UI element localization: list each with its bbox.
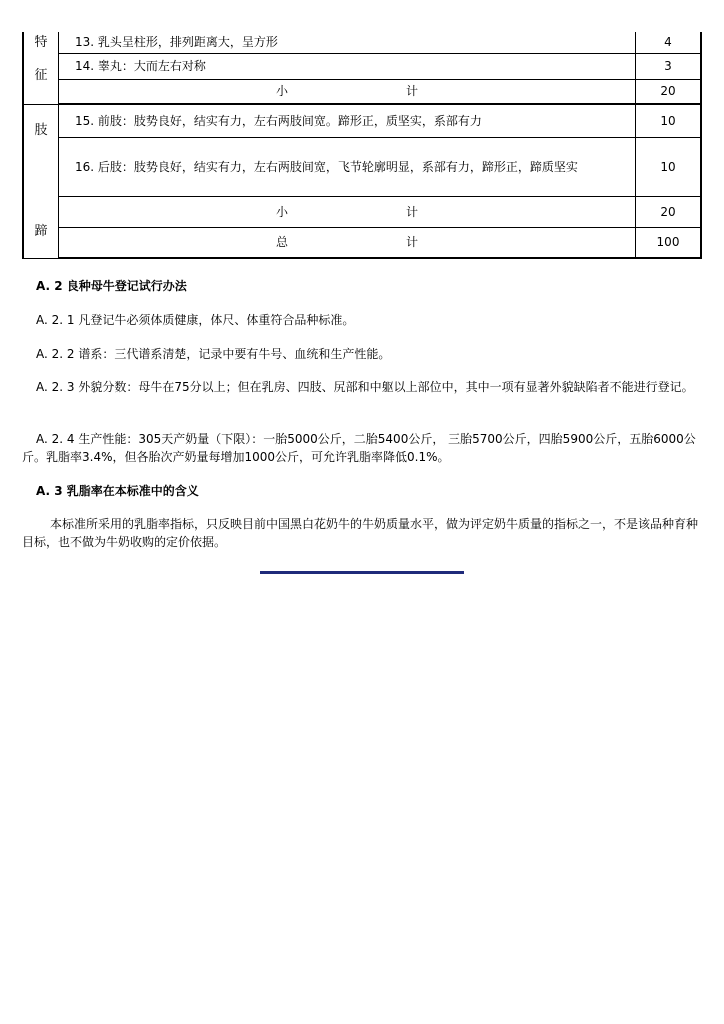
paragraph-a3: 本标准所采用的乳脂率指标，只反映目前中国黑白花奶牛的牛奶质量水平，做为评定奶牛质量的指标之一，不是该品种育种目标，也不做为牛奶收购的定价依据。 [22, 517, 699, 549]
subtotal-row [23, 79, 701, 104]
end-divider [260, 571, 464, 574]
category-cell-features [23, 32, 59, 104]
criterion-text: 14. 睾丸：大而左右对称 [59, 53, 636, 79]
total-label: 总 计 [59, 227, 636, 258]
subtotal-label: 小 计 [59, 196, 636, 227]
criterion-text: 15. 前肢：肢势良好，结实有力，左右两肢间宽。蹄形正，质坚实，系部有力 [59, 104, 636, 137]
clause-a22: A. 2. 2 谱系：三代谱系清楚，记录中要有牛号、血统和生产性能。 [36, 347, 391, 361]
category-label: 特 [34, 35, 48, 50]
category-cell-limbs [23, 104, 59, 258]
criterion-text: 13. 乳头呈柱形，排列距离大，呈方形 [59, 32, 636, 53]
subtotal-score: 20 [636, 79, 702, 104]
section-heading-a2: A. 2 良种母牛登记试行办法 [36, 279, 187, 293]
criterion-text: 16. 后肢：肢势良好，结实有力，左右两肢间宽，飞节轮廓明显，系部有力，蹄形正，蹄质坚实 [59, 137, 636, 196]
category-label: 征 [34, 68, 48, 83]
clause-a21: A. 2. 1 凡登记牛必须体质健康，体尺、体重符合品种标准。 [36, 313, 355, 327]
subtotal-label: 小 计 [59, 79, 636, 104]
total-row [23, 227, 701, 258]
clause-a23: A. 2. 3 外貌分数：母牛在75分以上；但在乳房、四肢、尻部和中躯以上部位中，其中一项有显著外貌缺陷者不能进行登记。 [36, 380, 694, 394]
table-row [23, 32, 701, 53]
total-score: 100 [636, 227, 702, 258]
score-value: 10 [636, 104, 702, 137]
score-value: 4 [636, 32, 702, 53]
subtotal-row [23, 196, 701, 227]
clause-a24: A. 2. 4 生产性能：305天产奶量（下限）：一胎5000公斤，二胎5400公斤， 三胎5700公斤，四胎5900公斤，五胎6000公斤。乳脂率3.4%，但各胎次产奶量每增加1000公斤，可允许乳脂率降低0.1%。 [22, 432, 696, 464]
category-label: 肢 [34, 122, 48, 138]
score-value: 3 [636, 53, 702, 79]
table-row [23, 104, 701, 137]
score-value: 10 [636, 137, 702, 196]
scoring-table [22, 32, 702, 259]
category-label: 蹄 [34, 223, 48, 239]
table-row [23, 53, 701, 79]
table-row [23, 137, 701, 196]
subtotal-score: 20 [636, 196, 702, 227]
section-heading-a3: A. 3 乳脂率在本标准中的含义 [36, 484, 199, 498]
